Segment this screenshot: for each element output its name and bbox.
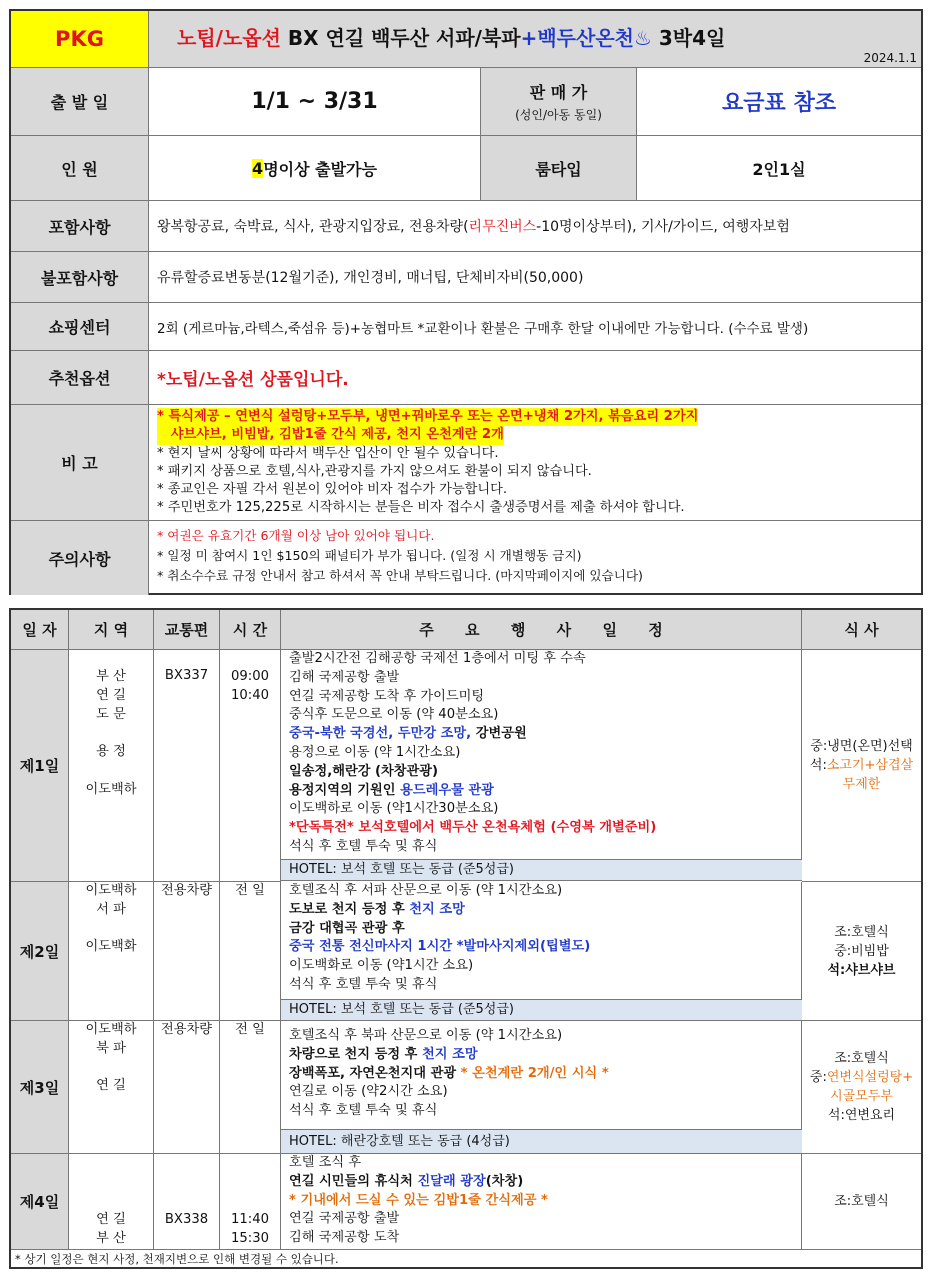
room-label: 룸타입 xyxy=(481,136,637,200)
caution-item: * 취소수수료 규정 안내서 참고 하셔서 꼭 안내 부탁드립니다. (마지막페이지에 있습니다) xyxy=(157,568,643,583)
col-header-day: 일 자 xyxy=(11,610,69,650)
remark-item: * 현지 날씨 상황에 따라서 백두산 입산이 안 될수 있습니다. xyxy=(157,445,499,461)
option-value: *노팁/노옵션 상품입니다. xyxy=(157,370,349,390)
day2-schedule: 호텔조식 후 서파 산문으로 이동 (약 1시간소요) 도보로 천지 등정 후 천지 조망 금강 대협곡 관광 후 중국 전통 전신마사지 1시간 *발마사지제외(팁별도) 이도백화로 이동 (약1시간 소요) 석식 후 호텔 투숙 및 휴식 xyxy=(281,882,802,999)
col-header-schedule: 주 요 행 사 일 정 xyxy=(281,610,802,650)
day3-regions: 이도백하 북 파 연 길 xyxy=(69,1021,154,1154)
day3-meals: 조:호텔식 중:연변식설렁탕+ 시골모두부 석:연변요리 xyxy=(802,1021,921,1154)
shopping-value: 2회 (게르마늄,라텍스,죽섬유 등)+농협마트 *교환이나 환불은 구매후 한달 이내에만 가능합니다. (수수료 발생) xyxy=(157,320,809,337)
shopping-row xyxy=(11,303,921,351)
tour-info-table xyxy=(9,9,923,595)
shopping-label: 쇼핑센터 xyxy=(11,303,149,350)
day3-time: 전 일 xyxy=(220,1021,281,1154)
day4-label: 제4일 xyxy=(11,1154,69,1250)
remark-item: * 패키지 상품으로 호텔,식사,관광지를 가지 않으셔도 환불이 되지 않습니다. xyxy=(157,463,592,479)
remark-item: * 주민번호가 125,225로 시작하시는 분들은 비자 접수시 출생증명서를 제출 하셔야 합니다. xyxy=(157,500,685,516)
day2-meals: 조:호텔식 중:비빔밥 석:샤브샤브 xyxy=(802,882,921,1021)
footnote: * 상기 일정은 현지 사정, 천재지변으로 인해 변경될 수 있습니다. xyxy=(15,1252,339,1266)
day1-schedule: 출발2시간전 김해공항 국제선 1층에서 미팅 후 수속 김해 국제공항 출발 연길 국제공항 도착 후 가이드미팅 중식후 도문으로 이동 (약 40분소요) 중국-북한 국경선, 두만강 조망, 강변공원 용정으로 이동 (약 1시간소요) 일송정,해란강 (차창관광) 용정지역의 기원인 용드레우물 관광 이도백하로 이동 (약1시간30분소요) *단독특전* 보석호텔에서 백두산 온천욕체험 (수영복 개별준비) 석식 후 호텔 투숙 및 휴식 xyxy=(281,650,802,860)
remark-item: * 종교인은 자필 각서 원본이 있어야 비자 접수가 가능합니다. xyxy=(157,482,508,498)
price-value: 요금표 참조 xyxy=(722,91,836,116)
departure-label: 출 발 일 xyxy=(11,68,149,135)
remarks-row xyxy=(11,405,921,521)
day3-hotel: HOTEL: 해란강호텔 또는 동급 (4성급) xyxy=(281,1129,802,1154)
day2-label: 제2일 xyxy=(11,882,69,1021)
remarks-label: 비 고 xyxy=(11,405,149,520)
col-header-time: 시 간 xyxy=(220,610,281,650)
title-row xyxy=(11,11,921,68)
day2-time: 전 일 xyxy=(220,882,281,1021)
day1-transport: BX337 xyxy=(154,650,220,882)
itinerary-table xyxy=(9,608,923,1269)
caution-label: 주의사항 xyxy=(11,521,149,595)
room-value: 2인1실 xyxy=(752,159,806,179)
people-row xyxy=(11,136,921,201)
day3-label: 제3일 xyxy=(11,1021,69,1154)
day4-transport: BX338 xyxy=(154,1154,220,1250)
day4-meals: 조:호텔식 xyxy=(802,1154,921,1250)
col-header-meal: 식 사 xyxy=(802,610,921,650)
caution-item: * 일정 미 참여시 1인 $150의 패널티가 부가 됩니다. (일정 시 개별행동 금지) xyxy=(157,548,582,563)
remark-special-1: * 특식제공 – 연변식 설렁탕+모두부, 냉면+꿔바로우 또는 온면+냉채 2가지, 볶음요리 2가지 xyxy=(157,408,698,426)
remarks-list xyxy=(157,408,698,518)
include-row xyxy=(11,201,921,252)
people-value: 4 명이상 출발가능 xyxy=(149,136,481,200)
exclude-row xyxy=(11,252,921,303)
day4-regions: 연 길 부 산 xyxy=(69,1154,154,1250)
caution-row xyxy=(11,521,921,595)
price-sublabel: (성인/아동 동일) xyxy=(515,108,602,122)
option-row xyxy=(11,351,921,405)
price-label: 판 매 가 xyxy=(529,83,588,102)
day2-hotel: HOTEL: 보석 호텔 또는 동급 (준5성급) xyxy=(281,999,802,1021)
pkg-label: PKG xyxy=(55,27,104,51)
caution-item: * 여권은 유효기간 6개월 이상 남아 있어야 됩니다. xyxy=(157,528,435,543)
day2-transport: 전용차량 xyxy=(154,882,220,1021)
caution-list xyxy=(157,526,643,586)
day3-transport: 전용차량 xyxy=(154,1021,220,1154)
day1-meals: 중:냉면(온면)선택 석:소고기+삼겹살 무제한 xyxy=(802,650,921,882)
include-label: 포함사항 xyxy=(11,201,149,251)
day1-label: 제1일 xyxy=(11,650,69,882)
day1-regions: 부 산 연 길 도 문 용 정 이도백하 xyxy=(69,650,154,882)
issue-date: 2024.1.1 xyxy=(863,51,917,65)
day1-hotel: HOTEL: 보석 호텔 또는 동급 (준5성급) xyxy=(281,859,802,881)
day2-regions: 이도백하 서 파 이도백화 xyxy=(69,882,154,1021)
option-label: 추천옵션 xyxy=(11,351,149,404)
day1-times: 09:00 10:40 xyxy=(220,650,281,882)
exclude-value: 유류할증료변동분(12월기준), 개인경비, 매너팁, 단체비자비(50,000) xyxy=(157,270,584,286)
departure-value: 1/1 ~ 3/31 xyxy=(149,68,481,135)
col-header-region: 지 역 xyxy=(69,610,154,650)
exclude-label: 불포함사항 xyxy=(11,252,149,302)
include-value: 왕복항공료, 숙박료, 식사, 관광지입장료, 전용차량( 리무진버스 -10명이상부터), 기사/가이드, 여행자보험 xyxy=(157,219,790,235)
remark-special-2: 샤브샤브, 비빔밥, 김밥1줄 간식 제공, 천지 온천계란 2개 xyxy=(157,426,504,444)
departure-row xyxy=(11,68,921,136)
day4-times: 11:40 15:30 xyxy=(220,1154,281,1250)
day4-schedule: 호텔 조식 후 연길 시민들의 휴식처 진달래 광장(차창) * 기내에서 드실 수 있는 김밥1줄 간식제공 * 연길 국제공항 출발 김해 국제공항 도착 xyxy=(281,1154,802,1250)
col-header-transport: 교통편 xyxy=(154,610,220,650)
page-title: 노팁/노옵션 BX 연길 백두산 서파/북파+백두산온천♨ 3박4일 xyxy=(177,26,726,50)
people-label: 인 원 xyxy=(11,136,149,200)
day3-schedule: 호텔조식 후 북파 산문으로 이동 (약 1시간소요) 차량으로 천지 등정 후 천지 조망 장백폭포, 자연온천지대 관광 * 온천계란 2개/인 시식 * 연길로 이동 (약2시간 소요) 석식 후 호텔 투숙 및 휴식 xyxy=(281,1021,802,1129)
